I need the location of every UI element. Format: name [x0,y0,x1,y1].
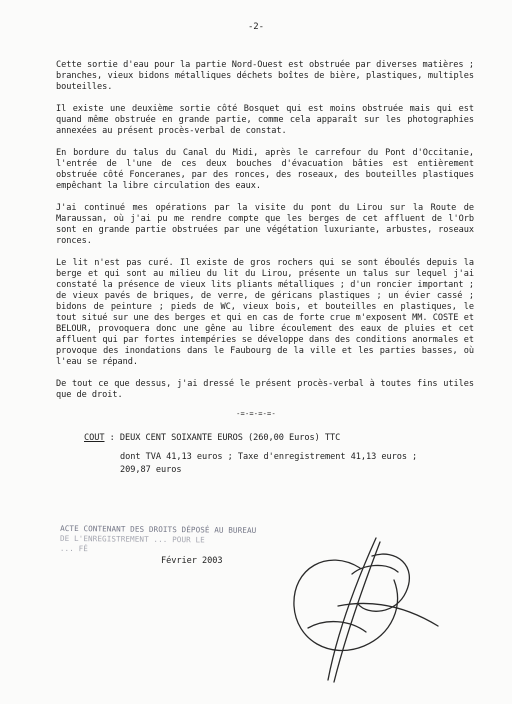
page-number: -2- [247,22,265,32]
paragraph-lit-non-cure: Le lit n'est pas curé. Il existe de gros rochers qui se sont éboulés depuis la berge et qui sont au milieu du lit du Lirou, présente un talus sur lequel j'ai constaté la présence de vieux lits pliants métalliques ; d'un roncier important ; de vieux pavés de briques, de verre, de géricans plastiques ; un évier cassé ; bidons de peinture ; pieds de WC, vieux bois, et bouteilles en plastiques, le tout situé sur une des berges et qui en cas de forte crue m'exposent MM. COSTE et BELOUR, provoquera donc une gêne au libre écoulement des eaux de pluies et cet affluent qui par fortes intempéries se développe dans des conditions anormales et provoque des inondations dans le Faubourg de la ville et les parties basses, où l'eau se répand. [56,258,474,367]
stamp-line-3: ... FÉ [59,543,88,554]
paragraph-outlet-north-west: Cette sortie d'eau pour la partie Nord-Ouest est obstruée par diverses matières ; branches, vieux bidons métalliques déchets boîtes de bière, plastiques, multiples bouteilles. [56,60,474,92]
paragraph-canal-du-midi: En bordure du talus du Canal du Midi, après le carrefour du Pont d'Occitanie, l'entrée de l'une de ces deux bouches d'évacuation bâties est entièrement obstruée côté Fonceranes, par des ronces, des roseaux, des bouteilles plastiques empêchant la libre circulation des eaux. [56,148,474,191]
document-date: Février 2003 [161,556,223,566]
cost-tva-line: dont TVA 41,13 euros ; Taxe d'enregistrement 41,13 euros ; [120,452,418,462]
stamp-line-1: ACTE CONTENANT DES DROITS DÉPOSÉ AU BUREAU [60,523,257,535]
cost-line [84,433,464,444]
cost-amount: : DEUX CENT SOIXANTE EUROS (260,00 Euros) TTC [104,433,341,443]
signature-icon [268,508,468,688]
cost-label: COUT [84,433,105,443]
paragraph-conclusion: De tout ce que dessus, j'ai dressé le présent procès-verbal à toutes fins utiles que de droit. [56,379,474,400]
body-text [56,60,474,412]
stamp-line-2: DE L'ENREGISTREMENT ... POUR LE [59,533,205,545]
paragraph-pont-du-lirou: J'ai continué mes opérations par la visite du pont du Lirou sur la Route de Maraussan, où j'ai pu me rendre compte que les berges de cet affluent de l'Orb sont en grande partie obstruées par une végétation luxuriante, arbustes, roseaux ronces. [56,203,474,246]
paragraph-outlet-bosquet: Il existe une deuxième sortie côté Bosquet qui est moins obstruée mais qui est quand même obstruée en grande partie, comme cela apparaît sur les photographies annexées au présent procès-verbal de constat. [56,104,474,136]
cost-net-line: 209,87 euros [120,465,182,475]
section-separator: -=-=-=-=- [236,410,276,418]
registration-stamp [60,524,270,556]
cost-block [84,433,464,476]
